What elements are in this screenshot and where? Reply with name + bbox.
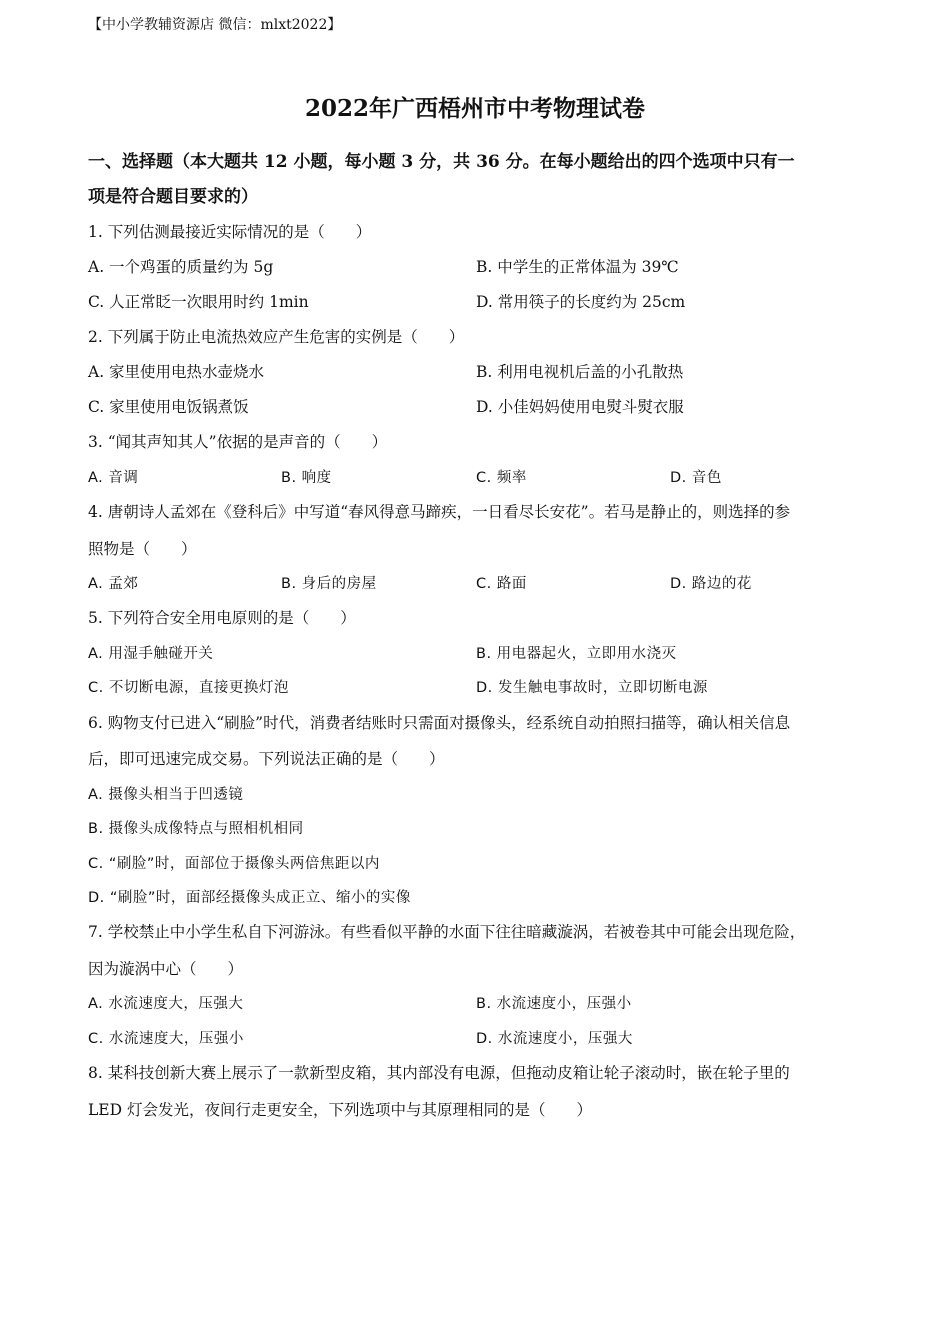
question-4-option-b: B. 身后的房屋 [281, 576, 377, 592]
question-2-stem: 2. 下列属于防止电流热效应产生危害的实例是（ ） [88, 328, 465, 346]
question-7-option-d: D. 水流速度小，压强大 [476, 1031, 633, 1047]
question-4-stem-line-1: 4. 唐朝诗人孟郊在《登科后》中写道“春风得意马蹄疾，一日看尽长安花”。若马是静止的，则选择的参 [88, 503, 791, 521]
question-3-option-a: A. 音调 [88, 470, 139, 486]
page-title: 2022年广西梧州市中考物理试卷 [304, 95, 645, 122]
question-5-stem: 5. 下列符合安全用电原则的是（ ） [88, 609, 356, 627]
question-6-option-c: C. “刷脸”时，面部位于摄像头两倍焦距以内 [88, 856, 380, 872]
question-3-stem: 3. “闻其声知其人”依据的是声音的（ ） [88, 433, 388, 451]
question-4-option-a: A. 孟郊 [88, 576, 139, 592]
question-2-option-b: B. 利用电视机后盖的小孔散热 [476, 363, 684, 381]
question-1-option-b: B. 中学生的正常体温为 39℃ [476, 258, 679, 276]
page-header: 【中小学教辅资源店 微信：mlxt2022】 [88, 17, 342, 33]
question-6-option-b: B. 摄像头成像特点与照相机相同 [88, 821, 304, 837]
question-4-option-d: D. 路边的花 [670, 576, 752, 592]
question-3-option-b: B. 响度 [281, 470, 332, 486]
question-2-option-c: C. 家里使用电饭锅煮饭 [88, 398, 249, 416]
question-1-option-d: D. 常用筷子的长度约为 25cm [476, 293, 686, 311]
question-6-option-d: D. “刷脸”时，面部经摄像头成正立、缩小的实像 [88, 890, 411, 906]
question-6-stem-line-2: 后，即可迅速完成交易。下列说法正确的是（ ） [88, 750, 445, 768]
question-7-option-b: B. 水流速度小，压强小 [476, 996, 632, 1012]
question-7-option-a: A. 水流速度大，压强大 [88, 996, 244, 1012]
question-8-stem-line-1: 8. 某科技创新大赛上展示了一款新型皮箱，其内部没有电源，但拖动皮箱让轮子滚动时，嵌在轮子里的 [88, 1064, 790, 1082]
question-6-option-a: A. 摄像头相当于凹透镜 [88, 787, 244, 803]
question-3-option-c: C. 频率 [476, 470, 527, 486]
question-7-stem-line-1: 7. 学校禁止中小学生私自下河游泳。有些看似平静的水面下往往暗藏漩涡，若被卷其中可能会出现危险， [88, 923, 806, 941]
question-5-option-c: C. 不切断电源，直接更换灯泡 [88, 680, 289, 696]
question-3-option-d: D. 音色 [670, 470, 722, 486]
question-4-stem-line-2: 照物是（ ） [88, 540, 197, 558]
section-heading-line-1: 一、选择题（本大题共 12 小题，每小题 3 分，共 36 分。在每小题给出的四个选项中只有一 [88, 152, 795, 172]
question-1-option-c: C. 人正常眨一次眼用时约 1min [88, 293, 309, 311]
question-5-option-b: B. 用电器起火，立即用水浇灭 [476, 646, 677, 662]
question-2-option-d: D. 小佳妈妈使用电熨斗熨衣服 [476, 398, 684, 416]
question-7-option-c: C. 水流速度大，压强小 [88, 1031, 244, 1047]
question-1-option-a: A. 一个鸡蛋的质量约为 5g [88, 258, 274, 276]
question-7-stem-line-2: 因为漩涡中心（ ） [88, 960, 244, 978]
question-1-stem: 1. 下列估测最接近实际情况的是（ ） [88, 223, 372, 241]
section-heading-line-2: 项是符合题目要求的） [88, 187, 258, 207]
question-5-option-a: A. 用湿手触碰开关 [88, 646, 214, 662]
question-8-stem-line-2: LED 灯会发光，夜间行走更安全，下列选项中与其原理相同的是（ ） [88, 1101, 592, 1119]
question-6-stem-line-1: 6. 购物支付已进入“刷脸”时代，消费者结账时只需面对摄像头，经系统自动拍照扫描等，确认相关信息 [88, 714, 791, 732]
question-5-option-d: D. 发生触电事故时，立即切断电源 [476, 680, 708, 696]
question-2-option-a: A. 家里使用电热水壶烧水 [88, 363, 265, 381]
question-4-option-c: C. 路面 [476, 576, 527, 592]
